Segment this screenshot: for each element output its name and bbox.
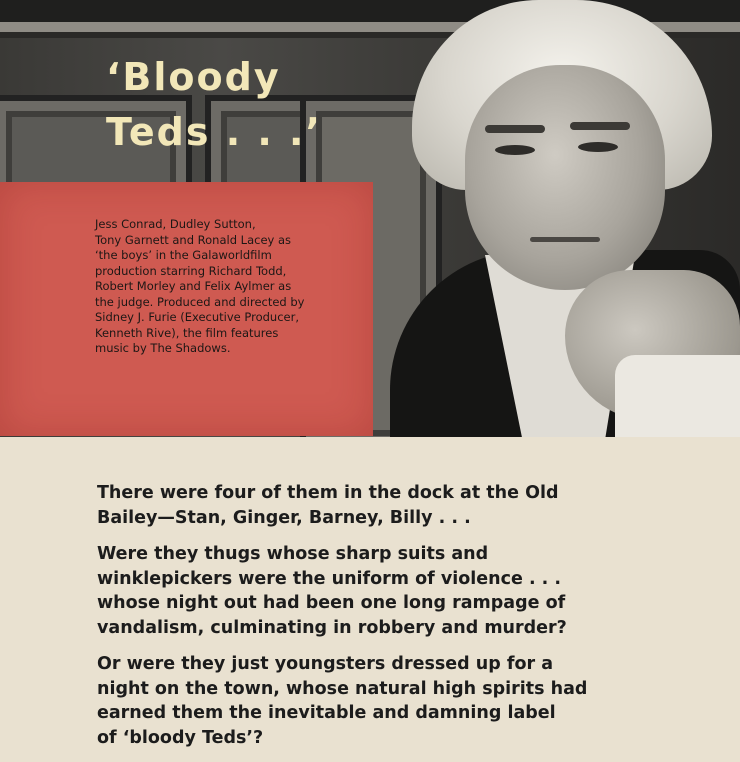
cover-headline — [106, 50, 322, 160]
barrister-illustration — [380, 0, 740, 437]
eye — [495, 145, 535, 155]
blurb-paragraph-3: Or were they just youngsters dressed up for a night on the town, whose natural high spirits had earned them the inevitable and damning label of ‘bloody Teds’? — [97, 654, 588, 748]
shirt-cuff — [615, 355, 740, 437]
barrister-face — [465, 65, 665, 290]
brow — [570, 122, 630, 130]
mouth — [530, 237, 600, 242]
brow — [485, 125, 545, 133]
photo-caption: Jess Conrad, Dudley Sutton, Tony Garnett and Ronald Lacey as ‘the boys’ in the Galaworldfilm production starring Richard Todd, Robert Morley and Felix Aylmer as the judge. Produced and directed by Sidney J. Furie (Executive Producer, Kenneth Rive), the film features music by The Shadows. — [95, 217, 305, 355]
blurb-paragraph-2: Were they thugs whose sharp suits and winklepickers were the uniform of violence . . . whose night out had been one long rampage of vandalism, culminating in robbery and murder? — [97, 544, 567, 638]
blurb-paragraph-1: There were four of them in the dock at the Old Bailey—Stan, Ginger, Barney, Billy . . . — [97, 483, 559, 528]
eye — [578, 142, 618, 152]
back-cover-blurb — [97, 481, 717, 762]
headline-line-1: ‘Bloody — [106, 55, 281, 99]
headline-line-2: Teds . . .’ — [106, 110, 322, 154]
